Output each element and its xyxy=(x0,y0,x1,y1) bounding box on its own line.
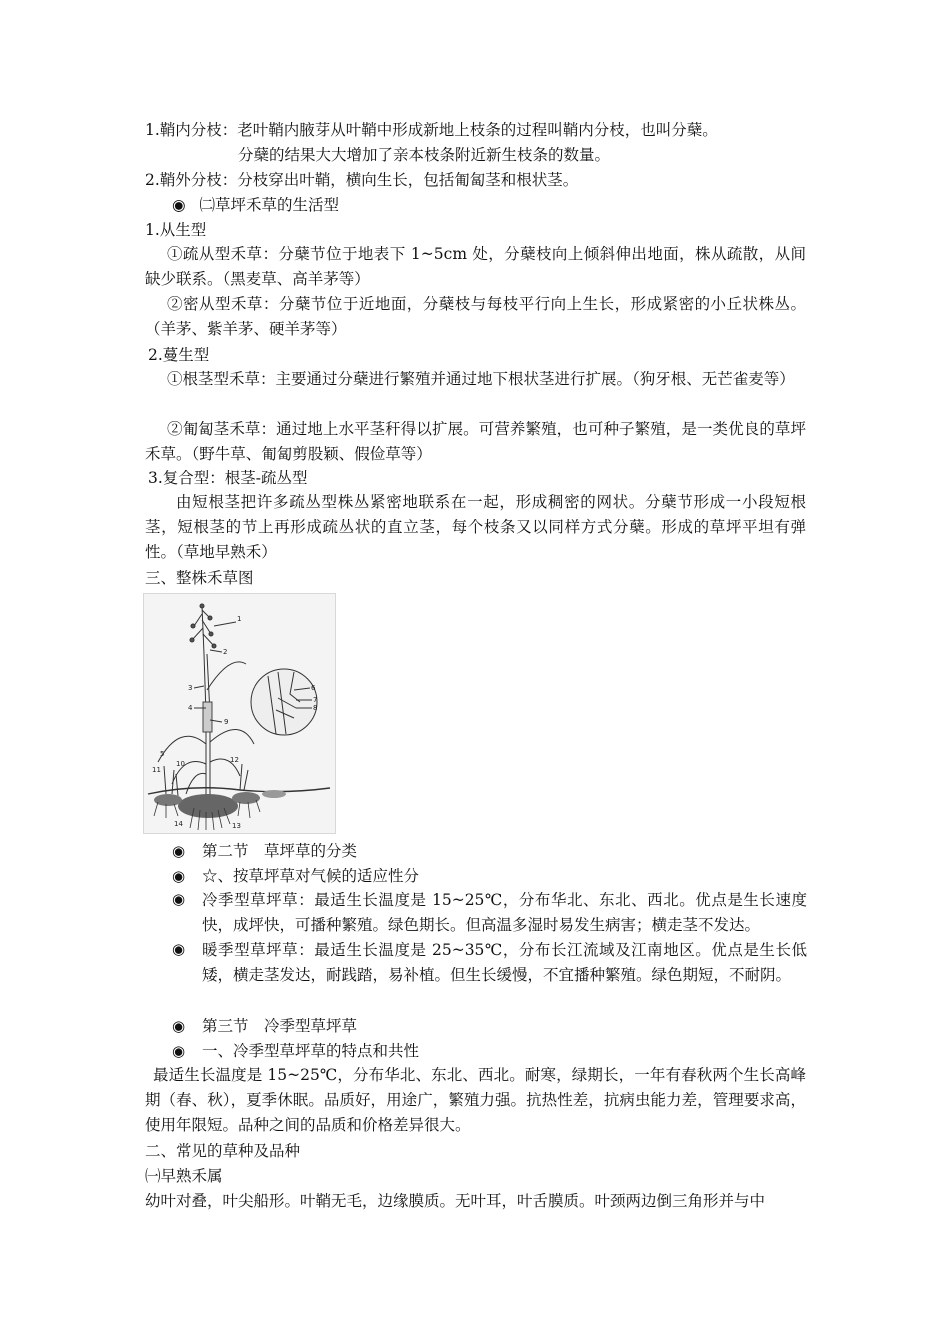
paragraph: ②匍匐茎禾草：通过地上水平茎秆得以扩展。可营养繁殖，也可种子繁殖，是一类优良的草坪禾草。（野牛草、匍匐剪股颖、假俭草等） xyxy=(145,420,806,463)
section-heading: 3.复合型：根茎-疏丛型 xyxy=(148,469,308,487)
bullet-text: 暖季型草坪草：最适生长温度是 25~35℃，分布长江流域及江南地区。优点是生长低矮，横走茎发达，耐践踏，易补植。但生长缓慢，不宜播种繁殖。绿色期短，不耐阴。 xyxy=(202,941,807,984)
figure-label: 2 xyxy=(223,648,228,656)
leaf xyxy=(207,662,246,690)
paragraph: ①疏从型禾草：分蘖节位于地表下 1~5cm 处，分蘖枝向上倾斜伸出地面，株从疏散，从间缺少联系。（黑麦草、高羊茅等） xyxy=(145,245,806,288)
section-heading: ㈠早熟禾属 xyxy=(145,1167,223,1185)
bullet-text: 第三节 冷季型草坪草 xyxy=(202,1017,358,1035)
text-line: 1.鞘内分枝：老叶鞘内腋芽从叶鞘中形成新地上枝条的过程叫鞘内分枝，也叫分蘖。 xyxy=(145,121,718,139)
section-heading: 1.从生型 xyxy=(145,221,207,239)
figure-label: 14 xyxy=(174,820,183,828)
heading-text: ㈡草坪禾草的生活型 xyxy=(199,196,340,214)
figure-label: 6 xyxy=(311,684,316,692)
bullet-icon: ◉ xyxy=(172,842,186,860)
figure-label: 8 xyxy=(313,704,318,712)
text-line: 幼叶对叠，叶尖船形。叶鞘无毛，边缘膜质。无叶耳，叶舌膜质。叶颈两边倒三角形并与中 xyxy=(145,1192,766,1210)
grass-plant-illustration xyxy=(144,594,335,833)
bullet-icon: ◉ xyxy=(172,1017,186,1035)
bullet-icon: ◉ xyxy=(172,867,186,885)
figure-label: 10 xyxy=(176,760,185,768)
paragraph: 由短根茎把许多疏丛型株丛紧密地联系在一起，形成稠密的网状。分蘖节形成一小段短根茎，短根茎的节上再形成疏丛状的直立茎，每个枝条又以同样方式分蘖。形成的草坪平坦有弹性。（草地早熟禾） xyxy=(145,493,806,561)
bullet-text: ☆、按草坪草对气候的适应性分 xyxy=(202,867,420,885)
bullet-icon: ◉ xyxy=(172,1042,186,1060)
bullet-icon: ◉ xyxy=(172,890,186,908)
figure-label: 4 xyxy=(188,704,193,712)
paragraph: 最适生长温度是 15~25℃，分布华北、东北、西北。耐寒，绿期长，一年有春秋两个生长高峰期（春、秋），夏季休眠。品质好，用途广，繁殖力强。抗热性差，抗病虫能力差，管理要求高，使用年限短。品种之间的品质和价格差异很大。 xyxy=(145,1066,806,1134)
figure-label: 1 xyxy=(237,615,242,623)
bullet-text: 冷季型草坪草：最适生长温度是 15~25℃，分布华北、东北、西北。优点是生长速度快，成坪快，可播种繁殖。绿色期长。但高温多湿时易发生病害；横走茎不发达。 xyxy=(202,891,807,934)
bullet-icon: ◉ xyxy=(172,940,186,958)
magnified-detail xyxy=(251,669,317,735)
bullet-text: 一、冷季型草坪草的特点和共性 xyxy=(202,1042,420,1060)
section-heading: 三、整株禾草图 xyxy=(145,569,254,587)
bullet-icon: ◉ xyxy=(172,196,186,214)
bullet-heading xyxy=(172,194,339,216)
figure-label: 7 xyxy=(313,696,318,704)
figure-label: 11 xyxy=(152,766,161,774)
bullet-text: 第二节 草坪草的分类 xyxy=(202,842,358,860)
figure-label: 9 xyxy=(224,718,229,726)
figure-label: 5 xyxy=(160,750,165,758)
figure-label: 12 xyxy=(230,756,239,764)
grass-plant-figure xyxy=(143,593,336,834)
figure-label: 13 xyxy=(232,822,241,830)
paragraph: ①根茎型禾草：主要通过分蘖进行繁殖并通过地下根状茎进行扩展。（狗牙根、无芒雀麦等） xyxy=(167,370,795,388)
text-line: 2.鞘外分枝：分枝穿出叶鞘，横向生长，包括匍匐茎和根状茎。 xyxy=(145,171,579,189)
text-line: 分蘖的结果大大增加了亲本枝条附近新生枝条的数量。 xyxy=(238,146,611,164)
paragraph: ②密从型禾草：分蘖节位于近地面，分蘖枝与每枝平行向上生长，形成紧密的小丘状株丛。（羊茅、紫羊茅、硬羊茅等） xyxy=(145,295,806,338)
figure-label: 3 xyxy=(188,684,193,692)
section-heading: 2.蔓生型 xyxy=(148,346,210,364)
section-heading: 二、常见的草种及品种 xyxy=(145,1142,301,1160)
